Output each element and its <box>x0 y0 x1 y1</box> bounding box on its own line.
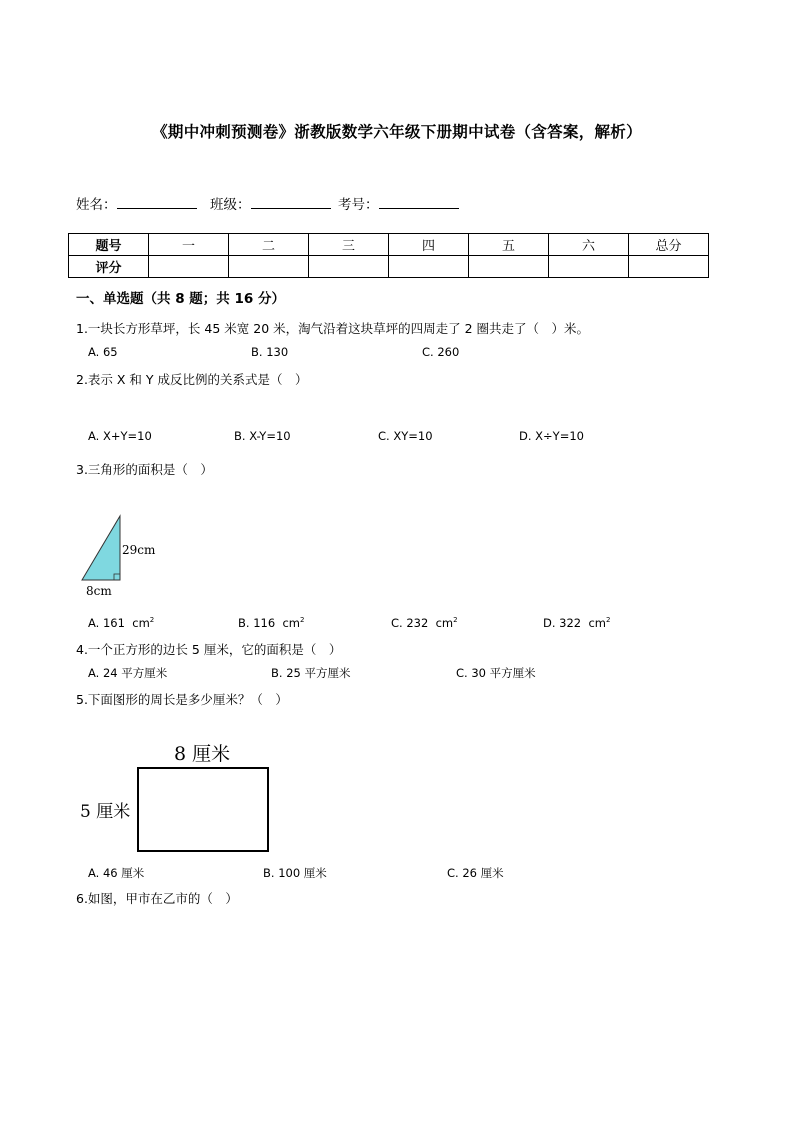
question-5-text: 5.下面图形的周长是多少厘米？（ ） <box>76 692 288 707</box>
class-label: 班级： <box>210 197 251 213</box>
score-table-score-row <box>69 256 709 278</box>
unit-exponent: 2 <box>300 616 305 625</box>
exam-number-blank[interactable] <box>379 194 459 209</box>
option-value: B. 116 <box>238 616 276 630</box>
unit-exponent: 2 <box>605 616 611 625</box>
name-blank[interactable] <box>117 194 197 209</box>
option-unit: cm <box>282 616 300 630</box>
triangle-height-label: 29cm <box>122 543 156 557</box>
question-3-option-d[interactable] <box>543 616 610 630</box>
option-value: A. 161 <box>88 616 125 630</box>
question-4-text: 4.一个正方形的边长 5 厘米，它的面积是（ ） <box>76 642 342 657</box>
question-5-option-b[interactable]: B. 100 厘米 <box>263 866 327 880</box>
rectangle-width-label: 5 厘米 <box>80 802 131 822</box>
rectangle-figure <box>137 767 269 852</box>
question-1-option-c[interactable]: C. 260 <box>422 345 460 359</box>
question-2-option-b[interactable]: B. X-Y=10 <box>234 429 291 443</box>
score-cell[interactable] <box>549 256 629 278</box>
name-field[interactable] <box>76 193 197 213</box>
score-cell[interactable] <box>229 256 309 278</box>
option-unit: cm <box>435 616 454 630</box>
score-table-header-label: 题号 <box>69 234 149 256</box>
question-4-option-c[interactable]: C. 30 平方厘米 <box>456 666 536 680</box>
score-table-header-row <box>69 234 709 256</box>
question-2-text: 2.表示 X 和 Y 成反比例的关系式是（ ） <box>76 372 308 387</box>
question-2-option-a[interactable]: A. X+Y=10 <box>88 429 152 443</box>
question-5-option-c[interactable]: C. 26 厘米 <box>447 866 504 880</box>
question-5-option-a[interactable]: A. 46 厘米 <box>88 866 145 880</box>
score-cell[interactable] <box>309 256 389 278</box>
score-cell[interactable] <box>629 256 709 278</box>
question-2-option-c[interactable]: C. XY=10 <box>378 429 433 443</box>
score-table <box>68 233 709 278</box>
unit-exponent: 2 <box>453 616 458 625</box>
score-table-row-label: 评分 <box>69 256 149 278</box>
question-3-option-c[interactable] <box>391 616 458 630</box>
score-cell[interactable] <box>469 256 549 278</box>
score-table-col: 六 <box>549 234 629 256</box>
question-1-option-b[interactable]: B. 130 <box>251 345 289 359</box>
score-table-col: 三 <box>309 234 389 256</box>
option-unit: cm <box>588 616 606 630</box>
question-2-option-d[interactable]: D. X÷Y=10 <box>519 429 584 443</box>
score-cell[interactable] <box>389 256 469 278</box>
question-3-option-a[interactable] <box>88 616 154 630</box>
question-3-text: 3.三角形的面积是（ ） <box>76 462 213 477</box>
document-title: 《期中冲刺预测卷》浙教版数学六年级下册期中试卷（含答案，解析） <box>152 123 642 141</box>
option-value: D. 322 <box>543 616 582 630</box>
question-3-option-b[interactable] <box>238 616 304 630</box>
score-cell[interactable] <box>149 256 229 278</box>
triangle-base-label: 8cm <box>86 584 112 598</box>
score-table-col: 一 <box>149 234 229 256</box>
score-table-col: 四 <box>389 234 469 256</box>
score-table-col: 二 <box>229 234 309 256</box>
question-1-text: 1.一块长方形草坪，长 45 米宽 20 米，淘气沿着这块草坪的四周走了 2 圈共走了（ ）米。 <box>76 321 590 336</box>
rectangle-length-label: 8 厘米 <box>174 743 231 765</box>
option-unit: cm <box>132 616 150 630</box>
question-1-option-a[interactable]: A. 65 <box>88 345 118 359</box>
right-triangle-figure <box>76 510 176 600</box>
triangle-shape <box>82 516 120 580</box>
exam-number-label: 考号： <box>338 197 379 213</box>
name-label: 姓名： <box>76 197 117 213</box>
score-table-col: 五 <box>469 234 549 256</box>
option-value: C. 232 <box>391 616 429 630</box>
section-heading: 一、单选题（共 8 题；共 16 分） <box>76 291 285 307</box>
score-table-col: 总分 <box>629 234 709 256</box>
question-4-option-b[interactable]: B. 25 平方厘米 <box>271 666 351 680</box>
class-field[interactable] <box>210 193 331 213</box>
unit-exponent: 2 <box>149 616 155 625</box>
question-4-option-a[interactable]: A. 24 平方厘米 <box>88 666 168 680</box>
exam-number-field[interactable] <box>338 193 459 213</box>
class-blank[interactable] <box>251 194 331 209</box>
question-6-text: 6.如图，甲市在乙市的（ ） <box>76 891 238 906</box>
